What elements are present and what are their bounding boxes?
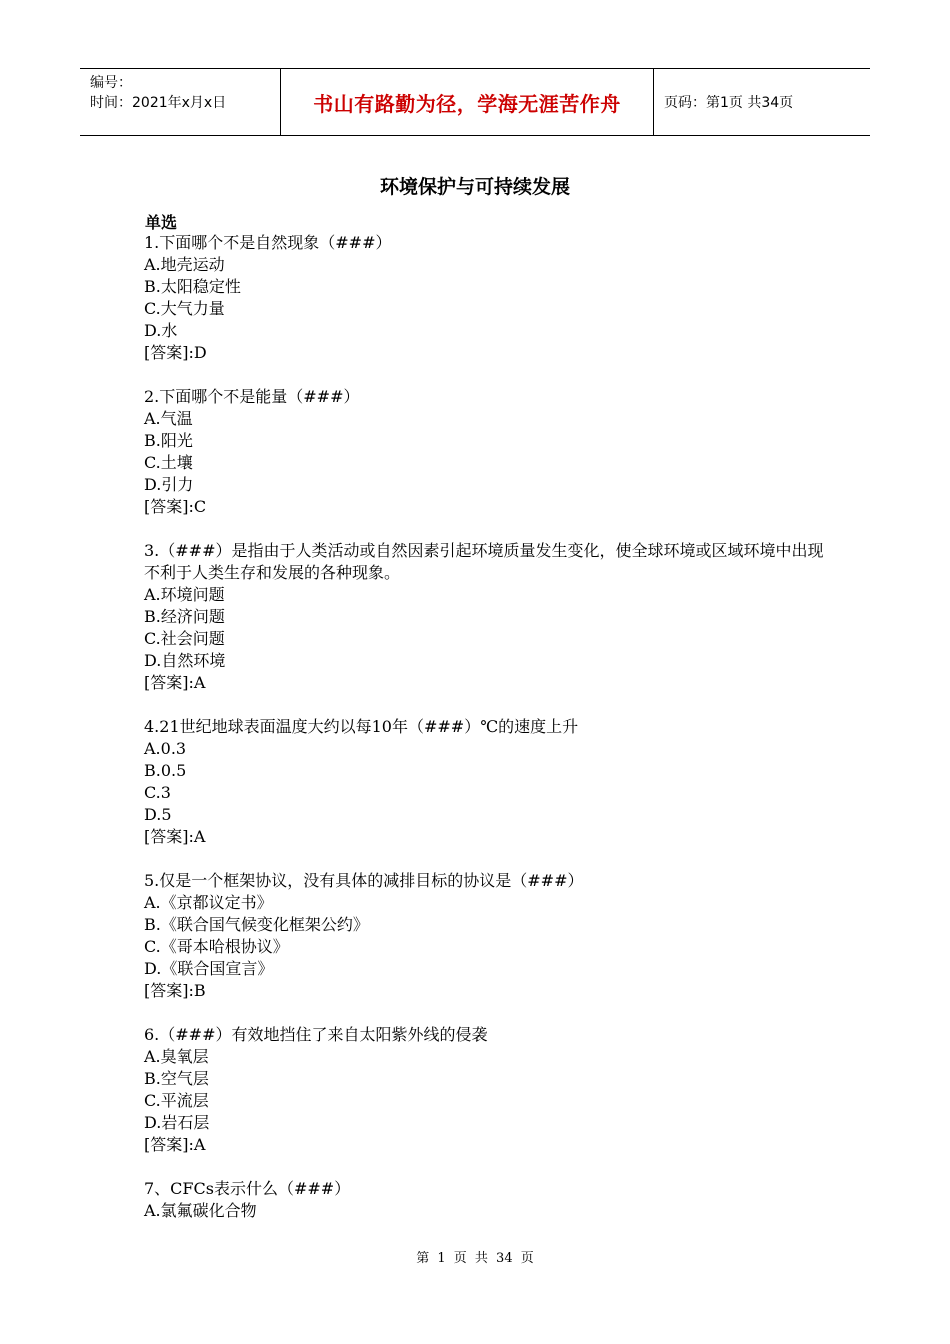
question-list [144, 232, 824, 1244]
document-title: 环境保护与可持续发展 [379, 176, 570, 198]
question-option: A.环境问题 [144, 585, 225, 604]
question-option: D.5 [144, 805, 172, 824]
question-option: D.自然环境 [144, 651, 226, 670]
question-answer: [答案]:A [144, 827, 206, 846]
section-label: 单选 [145, 213, 178, 232]
question-option: B.经济问题 [144, 607, 225, 626]
question-answer: [答案]:A [144, 1135, 206, 1154]
question-option: A.地壳运动 [144, 255, 225, 274]
question-option: C.《哥本哈根协议》 [144, 937, 289, 956]
question-option: C.3 [144, 783, 171, 802]
question-stem: 6.（###）有效地挡住了来自太阳紫外线的侵袭 [144, 1025, 488, 1044]
header-table [80, 68, 870, 136]
question-option: C.社会问题 [144, 629, 225, 648]
header-meta [80, 69, 281, 135]
question-option: C.土壤 [144, 453, 193, 472]
question-option: B.阳光 [144, 431, 193, 450]
question-option: A.氯氟碳化合物 [144, 1201, 257, 1220]
question-option: A.0.3 [144, 739, 187, 758]
question-item [144, 232, 824, 364]
page-footer: 第 1 页 共 34 页 [416, 1251, 534, 1266]
question-option: B.空气层 [144, 1069, 209, 1088]
question-answer: [答案]:D [144, 343, 207, 362]
question-option: D.水 [144, 321, 178, 340]
question-item [144, 870, 824, 1002]
document-time: 时间：2021年x月x日 [90, 95, 227, 111]
question-answer: [答案]:B [144, 981, 206, 1000]
question-stem: 7、CFCs表示什么（###） [144, 1179, 351, 1198]
header-motto: 书山有路勤为径，学海无涯苦作舟 [281, 69, 654, 135]
question-item [144, 386, 824, 518]
question-item [144, 716, 824, 848]
question-item [144, 1178, 824, 1222]
question-option: D.岩石层 [144, 1113, 210, 1132]
question-stem: 2.下面哪个不是能量（###） [144, 387, 360, 406]
question-option: A.气温 [144, 409, 193, 428]
question-option: B.太阳稳定性 [144, 277, 241, 296]
question-option: D.引力 [144, 475, 194, 494]
question-stem: 1.下面哪个不是自然现象（###） [144, 233, 392, 252]
question-stem: 3.（###）是指由于人类活动或自然因素引起环境质量发生变化，使全球环境或区域环境中出现不利于人类生存和发展的各种现象。 [144, 541, 824, 582]
header-page-info: 页码：第1页 共34页 [664, 95, 794, 111]
question-item [144, 1024, 824, 1156]
question-item [144, 540, 824, 694]
question-option: A.《京都议定书》 [144, 893, 273, 912]
question-answer: [答案]:C [144, 497, 207, 516]
question-option: D.《联合国宣言》 [144, 959, 274, 978]
question-stem: 5.仅是一个框架协议，没有具体的减排目标的协议是（###） [144, 871, 584, 890]
question-answer: [答案]:A [144, 673, 206, 692]
question-option: B.《联合国气候变化框架公约》 [144, 915, 369, 934]
question-option: A.臭氧层 [144, 1047, 209, 1066]
document-number-label: 编号： [90, 75, 132, 91]
question-option: C.大气力量 [144, 299, 225, 318]
question-stem: 4.21世纪地球表面温度大约以每10年（###）℃的速度上升 [144, 717, 579, 736]
question-option: B.0.5 [144, 761, 187, 780]
question-option: C.平流层 [144, 1091, 209, 1110]
